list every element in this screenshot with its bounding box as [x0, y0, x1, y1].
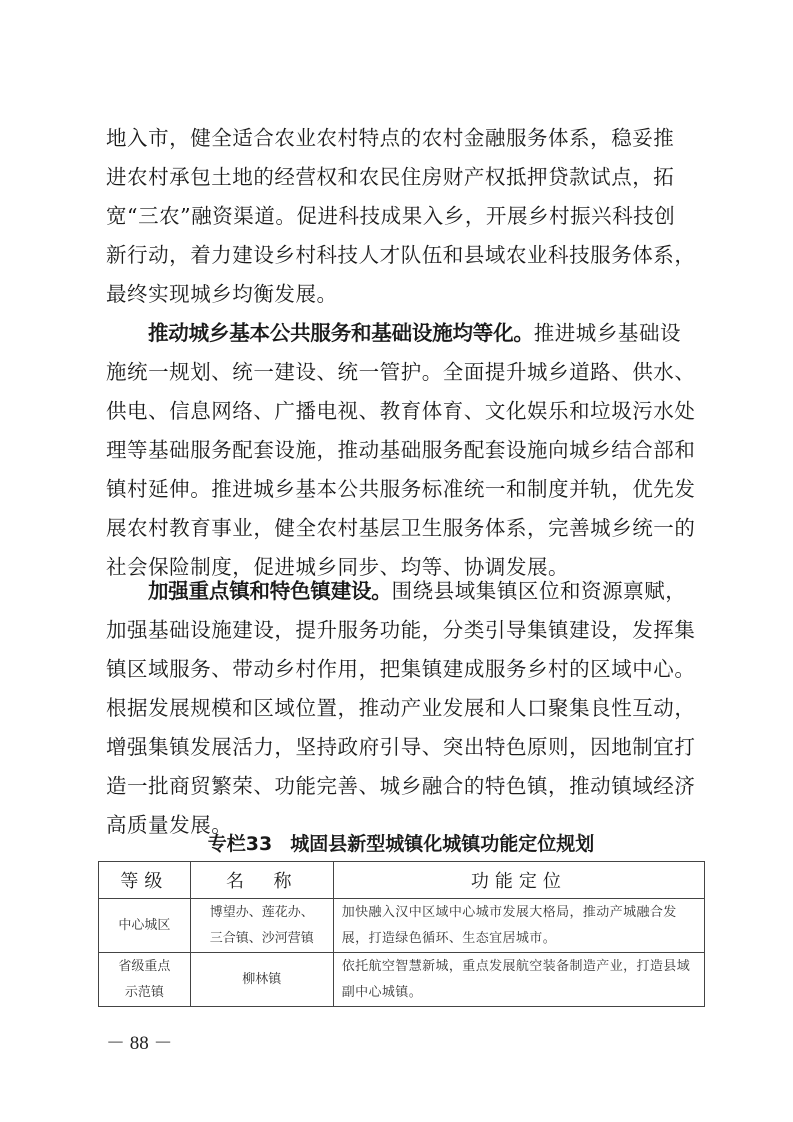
header-function: 功能定位 — [333, 862, 704, 899]
paragraph-heading: 推动城乡基本公共服务和基础设施均等化。 — [148, 321, 534, 345]
text-line: 地入市，健全适合农业农村特点的农村金融服务体系，稳妥推 — [106, 126, 675, 150]
table-title-number: 专栏33 — [207, 833, 273, 855]
page-number: － 88 － — [106, 1033, 173, 1054]
text-line: 供电、信息网络、广播电视、教育体育、文化娱乐和垃圾污水处 — [106, 399, 696, 423]
cell-level — [99, 953, 191, 1007]
text-line: 新行动，着力建设乡村科技人才队伍和县域农业科技服务体系， — [106, 243, 696, 267]
table-title — [98, 829, 704, 859]
name-line: 博望办、莲花办、 — [209, 904, 314, 920]
text-line: 宽“三农”融资渠道。促进科技成果入乡，开展乡村振兴科技创 — [106, 204, 676, 228]
cell-level: 中心城区 — [99, 899, 191, 953]
cell-function: 加快融入汉中区域中心城市发展大格局，推动产城融合发展，打造绿色循环、生态宜居城市。 — [333, 899, 704, 953]
text-line: 增强集镇发展活力，坚持政府引导、突出特色原则，因地制宜打 — [106, 735, 696, 759]
table-row — [99, 953, 705, 1007]
text-line: 最终实现城乡均衡发展。 — [106, 282, 338, 306]
text-line: 施统一规划、统一建设、统一管护。全面提升城乡道路、供水、 — [106, 360, 696, 384]
paragraph-key-towns — [106, 572, 700, 845]
text-line: 镇村延伸。推进城乡基本公共服务标准统一和制度并轨，优先发 — [106, 477, 696, 501]
cell-names: 柳林镇 — [190, 953, 333, 1007]
text-line: 进农村承包土地的经营权和农民住房财产权抵押贷款试点，拓 — [106, 165, 675, 189]
cell-function: 依托航空智慧新城，重点发展航空装备制造产业，打造县域副中心城镇。 — [333, 953, 704, 1007]
cell-names — [190, 899, 333, 953]
heading-rest: 围绕县域集镇区位和资源禀赋， — [391, 579, 687, 603]
header-level: 等级 — [99, 862, 191, 899]
header-name: 名 称 — [190, 862, 333, 899]
town-function-table — [98, 861, 705, 1007]
text-line: 展农村教育事业，健全农村基层卫生服务体系，完善城乡统一的 — [106, 516, 696, 540]
paragraph-heading: 加强重点镇和特色镇建设。 — [148, 579, 392, 603]
paragraph-public-services — [106, 314, 700, 587]
text-line: 根据发展规模和区域位置，推动产业发展和人口聚集良性互动， — [106, 696, 696, 720]
text-line: 理等基础服务配套设施，推动基础服务配套设施向城乡结合部和 — [106, 438, 696, 462]
text-line: 社会保险制度，促进城乡同步、均等、协调发展。 — [106, 555, 570, 579]
table-header-row — [99, 862, 705, 899]
table-title-text: 城固县新型城镇化城镇功能定位规划 — [290, 833, 595, 855]
level-line: 示范镇 — [124, 984, 164, 1000]
level-line: 省级重点 — [118, 958, 171, 974]
name-line: 三合镇、沙河营镇 — [209, 930, 314, 946]
paragraph-rural-finance — [106, 119, 700, 314]
text-line: 高质量发展。 — [106, 813, 233, 837]
text-line-first — [106, 572, 700, 611]
heading-rest: 推进城乡基础设 — [533, 321, 682, 345]
text-line: 造一批商贸繁荣、功能完善、城乡融合的特色镇，推动镇域经济 — [106, 774, 696, 798]
text-line-first — [106, 314, 700, 353]
table-row — [99, 899, 705, 953]
text-line: 加强基础设施建设，提升服务功能，分类引导集镇建设，发挥集 — [106, 618, 696, 642]
text-line: 镇区域服务、带动乡村作用，把集镇建成服务乡村的区域中心。 — [106, 657, 696, 681]
